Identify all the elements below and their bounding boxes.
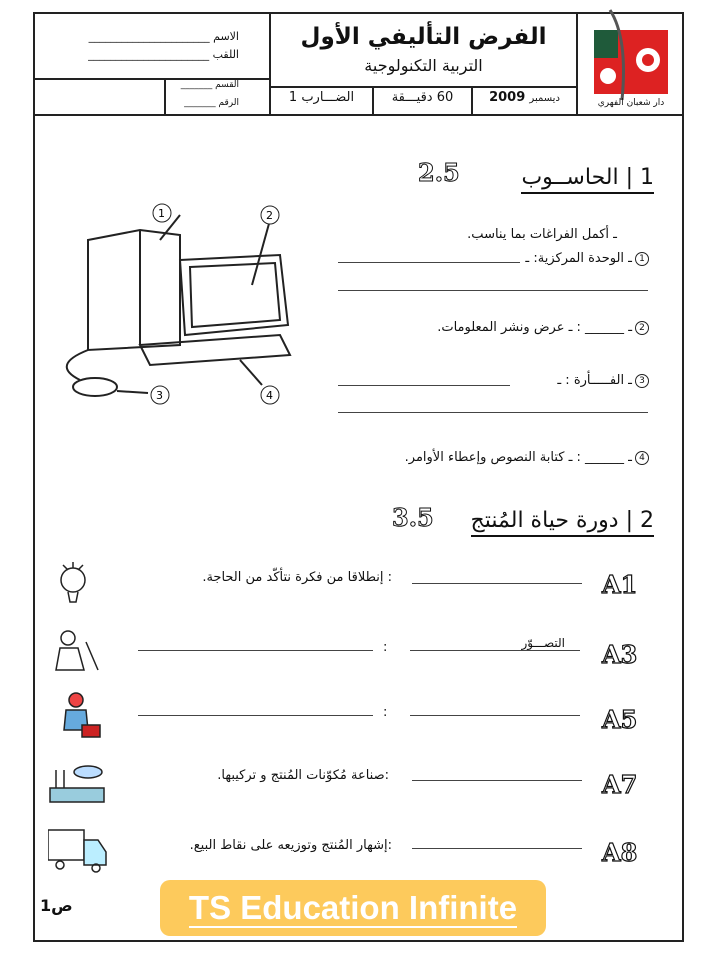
- answer-blank[interactable]: [138, 715, 373, 716]
- divider: [164, 78, 166, 115]
- step-code: A1: [602, 570, 638, 599]
- page-frame: [33, 12, 684, 942]
- lightbulb-idea-icon: [61, 562, 85, 602]
- answer-blank[interactable]: [138, 650, 373, 651]
- section1-heading: 1 | الحاســوب: [521, 165, 654, 190]
- step-text: :: [383, 705, 388, 720]
- section2-heading: 2 | دورة حياة المُنتج: [471, 508, 654, 533]
- worker-icon: [64, 693, 100, 737]
- item-3: 3ـ الفـــــأرة : ـ: [557, 373, 649, 388]
- label-1: 1: [158, 207, 165, 220]
- section2-score: 3.5: [392, 503, 434, 532]
- step-code: A7: [602, 770, 638, 799]
- divider: [33, 114, 684, 116]
- answer-blank[interactable]: [410, 650, 580, 651]
- exam-title: الفرض التأليفي الأول: [300, 24, 547, 50]
- delivery-truck-icon: [48, 830, 106, 872]
- designer-icon: [56, 631, 98, 670]
- answer-blank[interactable]: [338, 385, 510, 386]
- number-field[interactable]: الرقم _______: [184, 98, 239, 108]
- watermark-banner: TS Education Infinite: [160, 880, 546, 936]
- surname-field[interactable]: اللقب ______________________: [88, 48, 239, 61]
- factory-icon: [50, 766, 104, 802]
- item-4: 4ـ ______ : ـ كتابة النصوص وإعطاء الأوامر.: [405, 450, 649, 465]
- step-answer: التصـــوّر: [521, 636, 565, 650]
- answer-blank[interactable]: [412, 848, 582, 849]
- answer-blank[interactable]: [338, 262, 520, 263]
- step-text: : إنطلاقا من فكرة نتأكّد من الحاجة.: [202, 570, 392, 585]
- school-name: دار شعبان الفهري: [597, 98, 665, 108]
- name-field[interactable]: الاسم ______________________: [88, 30, 239, 43]
- coefficient: الضـــارب 1: [288, 90, 355, 105]
- step-code: A8: [602, 838, 638, 867]
- surname-label: اللقب: [212, 48, 239, 61]
- step-code: A3: [602, 640, 638, 669]
- section-field[interactable]: القسم _______: [180, 80, 239, 90]
- answer-blank[interactable]: [338, 290, 648, 291]
- date: ديسمبر 2009: [489, 90, 560, 105]
- label-2: 2: [266, 209, 273, 222]
- answer-blank[interactable]: [412, 583, 582, 584]
- answer-blank[interactable]: [410, 715, 580, 716]
- label-3: 3: [156, 389, 163, 402]
- item-2: 2ـ ______ : ـ عرض ونشر المعلومات.: [437, 320, 649, 335]
- subject: التربية التكنولوجية: [364, 56, 483, 75]
- name-label: الاسم: [213, 30, 239, 43]
- step-code: A5: [602, 705, 638, 734]
- step-text: :صناعة مُكوّنات المُنتج و تركيبها.: [217, 768, 389, 783]
- computer-illustration: [40, 195, 300, 410]
- step-text: :إشهار المُنتج وتوزيعه على نقاط البيع.: [189, 838, 392, 853]
- school-logo: [588, 8, 674, 106]
- number-label: الرقم: [218, 98, 239, 108]
- answer-blank[interactable]: [412, 780, 582, 781]
- section-label: القسم: [215, 80, 239, 90]
- instruction: ـ أكمل الفراغات بما يناسب.: [467, 227, 617, 242]
- item-1: 1ـ الوحدة المركزية: ـ: [525, 251, 649, 266]
- section1-score: 2.5: [418, 158, 460, 187]
- divider: [270, 86, 577, 88]
- label-4: 4: [266, 389, 273, 402]
- duration: 60 دقيـــقة: [391, 90, 454, 105]
- answer-blank[interactable]: [338, 412, 648, 413]
- page-number: ص1: [40, 896, 73, 915]
- step-text: :: [383, 640, 388, 655]
- step-illustrations: [48, 560, 108, 880]
